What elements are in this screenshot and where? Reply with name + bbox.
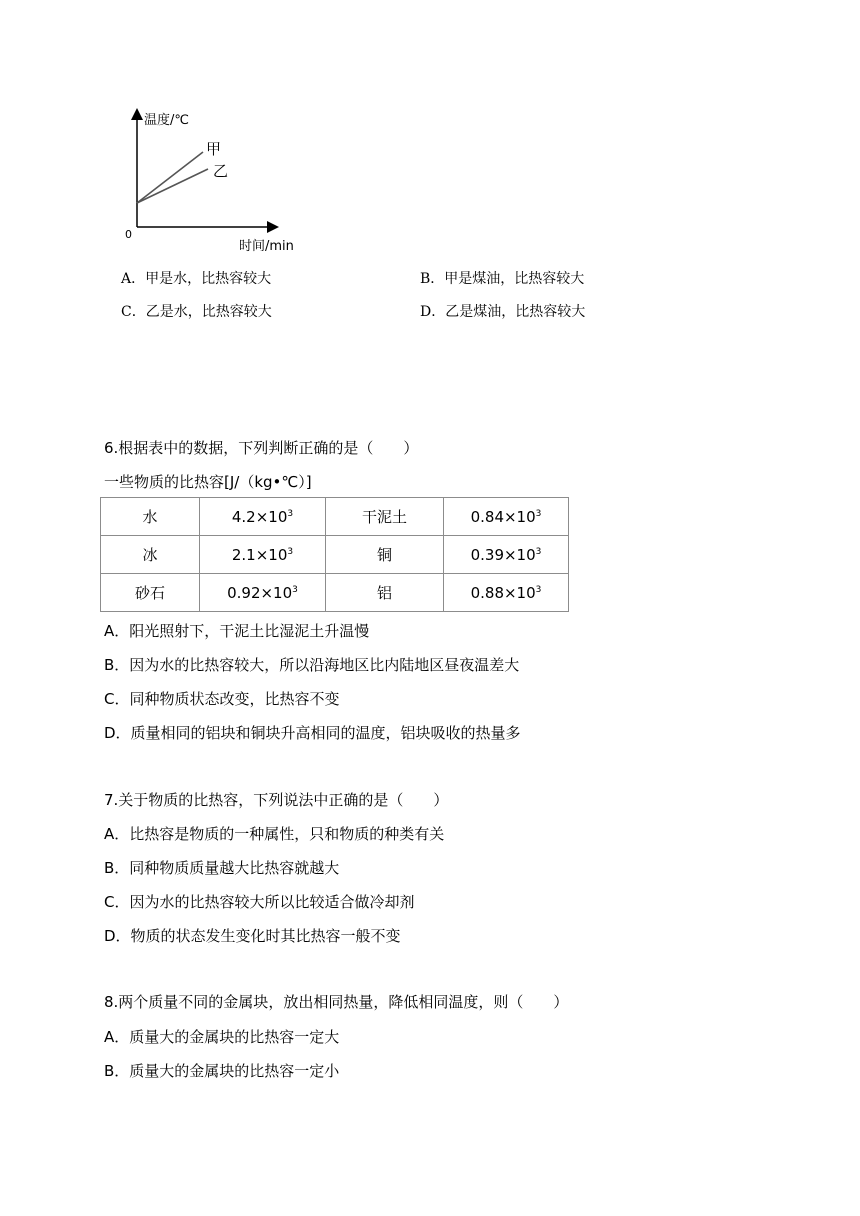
table-cell: 冰: [101, 536, 200, 574]
q6-table-caption: 一些物质的比热容[J/（kg•℃）]: [104, 473, 312, 491]
q6-title: 6.根据表中的数据，下列判断正确的是（ ）: [104, 439, 419, 457]
q6-option-a: A．阳光照射下，干泥土比湿泥土升温慢: [104, 622, 370, 640]
table-cell: $2.1\times 10^3$: [200, 536, 326, 574]
table-cell: 铝: [326, 574, 444, 612]
q7-title: 7.关于物质的比热容，下列说法中正确的是（ ）: [104, 791, 449, 809]
table-row: [101, 536, 569, 574]
q5-option-c: C．乙是水，比热容较大: [121, 304, 272, 320]
temperature-time-graph: [115, 105, 315, 255]
q5-option-a: A．甲是水，比热容较大: [121, 271, 272, 287]
table-row: [101, 498, 569, 536]
q7-option-c: C．因为水的比热容较大所以比较适合做冷却剂: [104, 893, 415, 911]
q5-option-d: D．乙是煤油，比热容较大: [420, 304, 586, 320]
q5-option-b: B．甲是煤油，比热容较大: [420, 271, 585, 287]
table-cell: $0.39\times 10^3$: [444, 536, 569, 574]
table-cell: 铜: [326, 536, 444, 574]
line-jia: [137, 152, 203, 203]
origin-label: 0: [125, 228, 132, 241]
table-cell: $0.84\times 10^3$: [444, 498, 569, 536]
q7-option-b: B．同种物质质量越大比热容就越大: [104, 859, 340, 877]
table-cell: $0.92\times 10^3$: [200, 574, 326, 612]
q8-option-a: A．质量大的金属块的比热容一定大: [104, 1028, 340, 1046]
q8-title: 8.两个质量不同的金属块，放出相同热量，降低相同温度，则（ ）: [104, 993, 569, 1011]
table-cell: 砂石: [101, 574, 200, 612]
x-axis-label: 时间/min: [239, 239, 294, 254]
line-yi: [137, 169, 208, 203]
q6-option-c: C．同种物质状态改变，比热容不变: [104, 690, 340, 708]
q6-option-d: D．质量相同的铝块和铜块升高相同的温度，铝块吸收的热量多: [104, 724, 521, 742]
specific-heat-table: [100, 497, 569, 612]
table-row: [101, 574, 569, 612]
q8-option-b: B．质量大的金属块的比热容一定小: [104, 1062, 340, 1080]
table-cell: $0.88\times 10^3$: [444, 574, 569, 612]
q7-option-d: D．物质的状态发生变化时其比热容一般不变: [104, 927, 401, 945]
line-yi-label: 乙: [213, 162, 229, 180]
y-axis-label: 温度/℃: [144, 113, 189, 128]
q7-option-a: A．比热容是物质的一种属性，只和物质的种类有关: [104, 825, 445, 843]
line-jia-label: 甲: [206, 140, 222, 158]
table-cell: 水: [101, 498, 200, 536]
table-cell: $4.2\times 10^3$: [200, 498, 326, 536]
table-cell: 干泥土: [326, 498, 444, 536]
q6-option-b: B．因为水的比热容较大，所以沿海地区比内陆地区昼夜温差大: [104, 656, 520, 674]
